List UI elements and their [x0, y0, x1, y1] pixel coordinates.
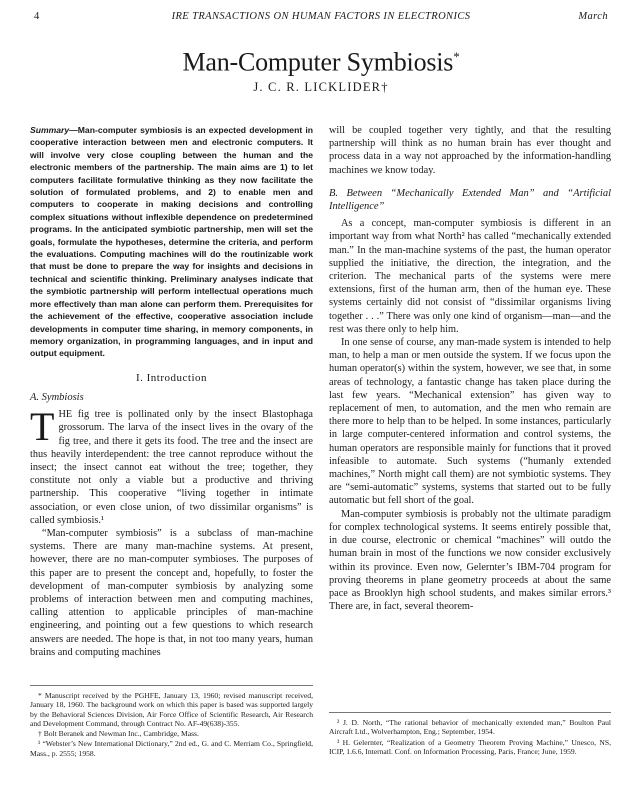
subsection-heading-symbiosis: A. Symbiosis — [30, 391, 84, 403]
paragraph-ultimate-paradigm: Man-computer symbiosis is probably not the ultimate paradigm for complex technological systems. It seems entirely possible that, in due course, electronic or chemical “machines” will outdo the human brain in most of the functions we now consider exclusively within its province. Even now, Gelernter’s IBM-704 program for proving theorems in plane geometry proceeds at about the same pace as Brooklyn high school students, and makes similar errors.³ There are, in fact, several theorem- — [329, 508, 611, 613]
article-title-block — [0, 42, 642, 78]
footnote-manuscript: * Manuscript received by the PGHFE, January 13, 1960; revised manuscript received, January 18, 1960. The background work on which this paper is based was supported largely by the Behavioral Sciences Division, Air Force Office of Scientific Research, Air Research and Development Command, through Contract No. AF-49(638)-355. — [30, 691, 313, 728]
footnote-north: ² J. D. North, “The rational behavior of mechanically extended man,” Boulton Paul Aircraft Ltd., Wolverhampton, Eng.; September, 1954. — [329, 718, 611, 737]
paragraph-fig-tree — [30, 404, 313, 527]
left-column — [30, 124, 313, 659]
paragraph-fig-tree-text: HE fig tree is pollinated only by the insect Blastophaga grossorum. The larva of the insect lives in the ovary of the fig tree, and there it gets its food. The tree and the insect are thus heavily interdependent: the tree cannot reproduce without the insect; the insect cannot eat without the tree; together, they constitute not only a viable but a productive and thriving partnership. This cooperative “living together in intimate association, or even close union, of two dissimilar organisms” is called symbiosis.¹ — [30, 409, 313, 526]
page-number: 4 — [34, 11, 40, 22]
paragraph-man-computer-subclass: “Man-computer symbiosis” is a subclass of man-machine systems. There are many man-machine systems. At present, however, there are no man-computer symbioses. The purposes of this paper are to present the concept and, hopefully, to foster the development of man-computer symbiosis by analyzing some problems of interaction between men and computing machines, calling attention to applicable principles of man-machine engineering, and pointing out a few questions to which research answers are needed. The hope is that, in not too many years, human brains and computing machines — [30, 527, 313, 658]
summary-lead: Summary — [30, 125, 70, 135]
summary-abstract — [30, 124, 313, 360]
summary-text: —Man-computer symbiosis is an expected development in cooperative interaction between men and electronic computers. It will involve very close coupling between the human and the electronic members of the partnership. The main aims are 1) to let computers facilitate formulative thinking as they now facilitate the solution of formulated problems, and 2) to enable men and computers to cooperate in making decisions and controlling complex situations without inflexible dependence on predetermined programs. In the anticipated symbiotic partnership, men will set the goals, formulate the hypotheses, determine the criteria, and perform the evaluations. Computing machines will do the routinizable work that must be done to prepare the way for insights and decisions in technical and scientific thinking. Preliminary analyses indicate that the symbiotic partnership will perform intellectual operations much more effectively than man alone can perform them. Prerequisites for the achievement of the effective, cooperative association include developments in computer time sharing, in memory components, in memory organization, in programming languages, and in input and output equipment. — [30, 125, 313, 359]
section-heading-introduction: I. Introduction — [135, 371, 208, 384]
title-footnote-mark: * — [453, 49, 460, 64]
footnotes-left — [30, 685, 313, 759]
footnotes-right — [329, 712, 611, 757]
footnote-gelernter: ³ H. Gelernter, “Realization of a Geometry Theorem Proving Machine,” Unesco, NS, ICIP, 1.6.6, Internatl. Conf. on Information Processing, Paris, France; June, 1959. — [329, 737, 611, 756]
footnote-webster: ¹ “Webster’s New International Dictionary,” 2nd ed., G. and C. Merriam Co., Springfield, Mass., p. 2555; 1958. — [30, 739, 313, 758]
paragraph-continued: will be coupled together very tightly, and that the resulting partnership will think as no human brain has ever thought and process data in a way not approached by the information-handling machines we know today. — [329, 125, 611, 176]
paragraph-man-made-system: In one sense of course, any man-made system is intended to help man, to help a man or men outside the system. If we focus upon the human operator(s) within the system, however, we see that, in some areas of technology, a fantastic change has taken place during the last few years. “Mechanical extension” has given way to replacement of men, to automation, and the men who remain are there more to help than to be helped. In some instances, particularly in large computer-centered information and control systems, the human operators are responsible mainly for functions that it proved infeasible to automate. Such systems (“humanly extended machines,” North might call them) are not symbiotic systems. They are “semi-automatic” systems, systems that started out to be fully automatic but fell short of the goal. — [329, 337, 611, 507]
running-header — [34, 11, 608, 27]
article-title: Man-Computer Symbiosis — [182, 47, 454, 77]
journal-title: IRE TRANSACTIONS ON HUMAN FACTORS IN ELECTRONICS — [171, 11, 471, 22]
author-line: J. C. R. LICKLIDER† — [253, 80, 389, 94]
footnote-affiliation: † Bolt Beranek and Newman Inc., Cambridge, Mass. — [38, 729, 199, 739]
issue-month: March — [578, 11, 608, 22]
drop-cap: T — [30, 404, 55, 450]
subsection-heading-extended-man: B. Between “Mechanically Extended Man” and “Artificial Intelligence” — [329, 187, 611, 213]
right-column — [329, 124, 611, 613]
paragraph-concept: As a concept, man-computer symbiosis is different in an important way from what North² has called “mechanically extended man.” In the man-machine systems of the past, the human operator supplied the initiative, the direction, the integration, and the criterion. The mechanical parts of the systems were mere extensions, first of the human arm, then of the human eye. These systems certainly did not consist of “dissimilar organisms living together . . .” There was only one kind of organism—man—and the rest was there only to help him. — [329, 218, 611, 335]
